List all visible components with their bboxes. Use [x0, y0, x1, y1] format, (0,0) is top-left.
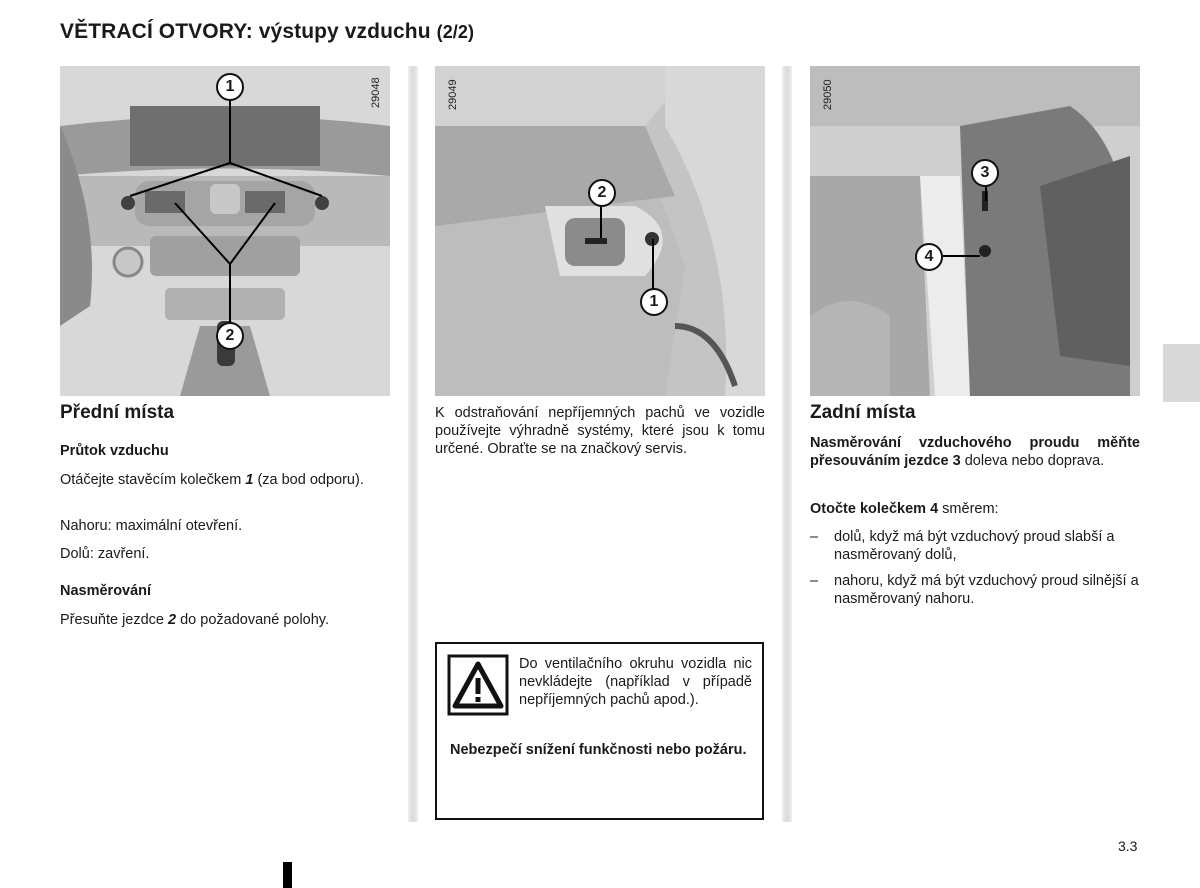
figure-rear-vent: [810, 66, 1140, 396]
column-separator: [782, 66, 792, 822]
heading-rear-seats: Zadní místa: [810, 402, 916, 423]
paragraph-odours: K odstraňování nepříjemných pachů ve vozidle používejte výhradně systémy, které jsou k tomu určené. Obraťte se na značkový servis.: [435, 405, 765, 457]
page-number: 3.3: [1118, 838, 1138, 854]
paragraph-airflow: Otáčejte stavěcím kolečkem 1 (za bod odporu).: [60, 472, 364, 488]
list-item: – dolů, když má být vzduchový proud slabší a nasměrovaný dolů,: [810, 529, 1115, 563]
column-separator: [408, 66, 418, 822]
paragraph-rear-wheel: Otočte kolečkem 4 směrem:: [810, 501, 999, 517]
paragraph-direction: Přesuňte jezdce 2 do požadované polohy.: [60, 612, 330, 628]
title-main: VĚTRACÍ OTVORY: výstupy vzduchu: [60, 20, 431, 43]
callout-2: 2: [216, 322, 244, 350]
warning-box: [435, 642, 764, 820]
paragraph-rear-direction: Nasměrování vzduchového proudu měňte přesouváním jezdce 3 doleva nebo doprava.: [810, 435, 1140, 469]
list-item: – nahoru, když má být vzduchový proud silnější a nasměrovaný nahoru.: [810, 573, 1139, 607]
callout-4: 4: [915, 243, 943, 271]
warning-text: Do ventilačního okruhu vozidla nic nevkládejte (například v případě nepříjemných pachů apod.).: [519, 656, 752, 708]
callout-1: 1: [216, 73, 244, 101]
chapter-tab: [1163, 344, 1200, 402]
figure-side-vent: [435, 66, 765, 396]
paragraph-down: Dolů: zavření.: [60, 546, 150, 562]
warning-bold: Nebezpečí snížení funkčnosti nebo požáru.: [450, 742, 747, 758]
subheading-direction: Nasměrování: [60, 583, 152, 599]
callout-1: 1: [640, 288, 668, 316]
heading-front-seats: Přední místa: [60, 402, 175, 423]
warning-icon: [447, 654, 509, 716]
page-title: [60, 20, 474, 44]
callout-3: 3: [971, 159, 999, 187]
print-mark: [283, 862, 292, 888]
figure-number: 29050: [822, 79, 834, 110]
title-part: (2/2): [436, 22, 475, 42]
rear-options-list: [810, 528, 1140, 616]
rear-vent-illustration: [810, 66, 1140, 396]
figure-number: 29048: [370, 77, 382, 108]
subheading-airflow: Průtok vzduchu: [60, 443, 169, 459]
side-vent-illustration: [435, 66, 765, 396]
callout-2: 2: [588, 179, 616, 207]
paragraph-up: Nahoru: maximální otevření.: [60, 518, 243, 534]
figure-front-vents: [60, 66, 390, 396]
figure-number: 29049: [447, 79, 459, 110]
